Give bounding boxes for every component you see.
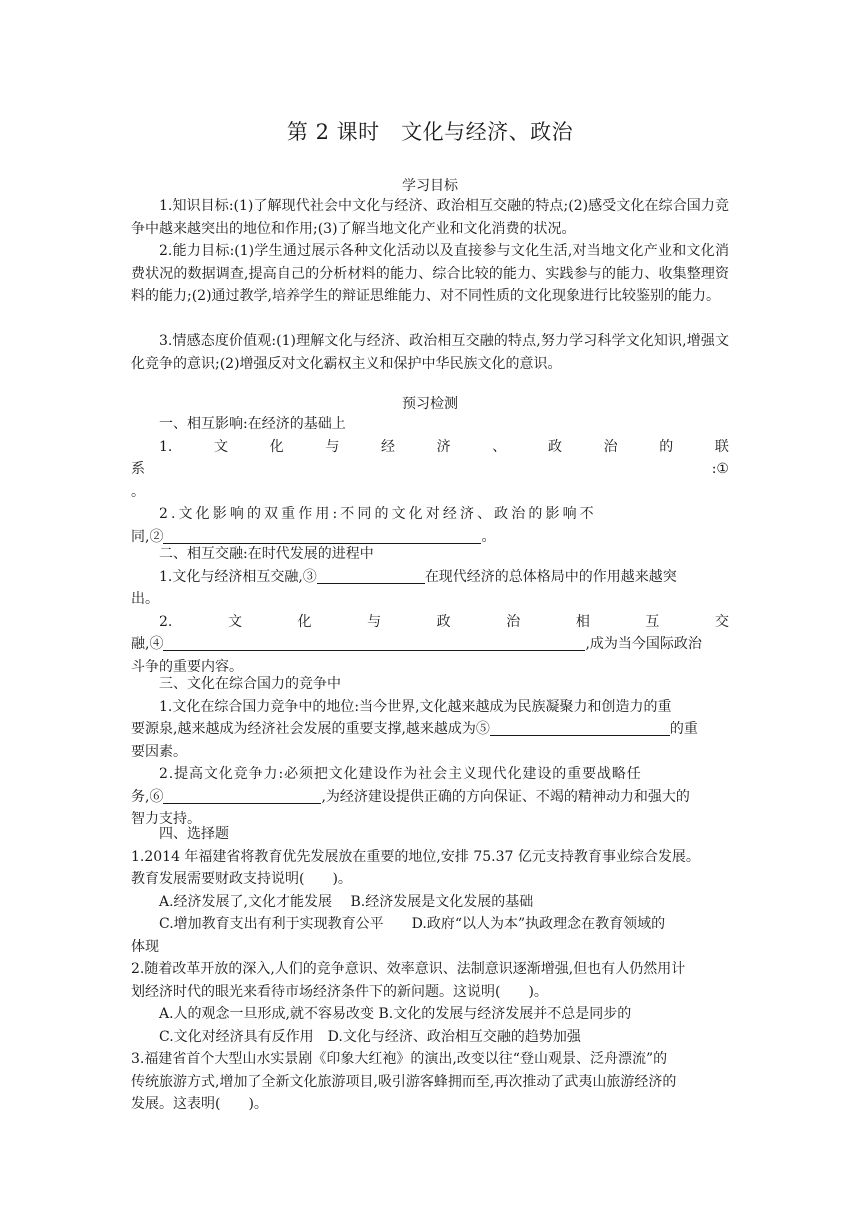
s2-q1-prefix: 1.文化与经济相互交融,③ <box>159 568 317 585</box>
q2-options-cd[interactable]: C.文化对经济具有反作用 D.文化与经济、政治相互交融的趋势加强 <box>159 1028 581 1045</box>
s3-q1-line3: 要因素。 <box>131 743 187 760</box>
s3-q2-line2 <box>131 786 729 809</box>
s3-q1-line1: 1.文化在综合国力竞争中的地位:当今世界,文化越来越成为民族凝聚力和创造力的重 <box>159 698 672 715</box>
s1-q1-word: 与 <box>325 438 340 455</box>
s3-q1-suffix: 的重 <box>669 721 698 737</box>
answer-blank-6[interactable] <box>163 788 321 804</box>
q2-options-ab[interactable]: A.人的观念一旦形成,就不容易改变 B.文化的发展与经济发展并不总是同步的 <box>159 1006 632 1022</box>
section-2 <box>131 543 729 678</box>
section-4 <box>131 823 729 1116</box>
s1-q2-prefix: 同,② <box>131 528 164 545</box>
s1-q1-word: 文 <box>214 438 229 455</box>
objective-knowledge: 1.知识目标:(1)了解现代社会中文化与经济、政治相互交融的特点;(2)感受文化在综合国力竞争中越来越突出的地位和作用;(3)了解当地文化产业和文化消费的状况。 <box>131 198 729 237</box>
s1-q1-word: 化 <box>269 438 284 455</box>
q1-options-ab[interactable]: A.经济发展了,文化才能发展 B.经济发展是文化发展的基础 <box>159 893 534 910</box>
s2-q2-word: 治 <box>506 613 521 630</box>
s2-q2-line1 <box>131 611 729 634</box>
q2-stem-line2: 划经济时代的眼光来看待市场经济条件下的新问题。这说明( )。 <box>131 983 548 1000</box>
section-4-heading: 四、选择题 <box>159 826 229 842</box>
section-1 <box>131 413 729 548</box>
q3-stem-line1: 3.福建省首个大型山水实景剧《印象大红袍》的演出,改变以往“登山观景、泛舟漂流”的 <box>131 1051 668 1067</box>
s2-q2-word: 与 <box>367 613 382 630</box>
s1-q1-word: 政 <box>547 438 562 455</box>
answer-blank-3[interactable] <box>317 568 425 584</box>
q3-stem-line2: 传统旅游方式,增加了全新文化旅游项目,吸引游客蜂拥而至,再次推动了武夷山旅游经济的 <box>131 1073 677 1090</box>
s2-q2-word: 化 <box>297 613 312 630</box>
q1-options-cd[interactable]: C.增加教育支出有利于实现教育公平 D.政府“以人为本”执政理念在教育领域的 <box>159 916 666 932</box>
s2-q1-suffix: 在现代经济的总体格局中的作用越来越突 <box>424 568 677 585</box>
section-3-heading: 三、文化在综合国力的竞争中 <box>159 676 341 692</box>
s2-q2-word: 2. <box>159 613 173 630</box>
s1-q1-word: 经 <box>380 438 395 455</box>
s1-q1-line1 <box>131 436 729 459</box>
preview-heading: 预习检测 <box>402 396 458 412</box>
s2-q2-word: 互 <box>645 613 660 630</box>
s2-q2-prefix: 融,④ <box>131 636 164 652</box>
s1-q1-line2-left: 系 <box>131 461 145 477</box>
s3-q2-line3: 智力支持。 <box>131 811 201 827</box>
s2-q2-word: 相 <box>575 613 590 630</box>
q1-stem-line2: 教育发展需要财政支持说明( )。 <box>131 871 352 887</box>
s3-q2-suffix: ,为经济建设提供正确的方向保证、不竭的精神动力和强大的 <box>321 788 690 805</box>
answer-blank-2[interactable] <box>163 528 481 544</box>
s1-q2-line1: 2.文化影响的双重作用:不同的文化对经济、政治的影响不 <box>159 506 597 522</box>
s2-q2-suffix: ,成为当今国际政治 <box>585 636 702 652</box>
section-2-heading: 二、相互交融:在时代发展的进程中 <box>159 546 374 562</box>
s3-q2-prefix: 务,⑥ <box>131 788 164 805</box>
s3-q1-line2 <box>131 718 729 741</box>
s1-q1-line3: 。 <box>131 483 145 500</box>
s1-q1-line2 <box>131 458 729 481</box>
s2-q2-word: 交 <box>714 613 729 630</box>
q3-stem-line3: 发展。这表明( )。 <box>131 1096 268 1112</box>
objectives-heading: 学习目标 <box>402 178 458 194</box>
s1-q1-word: 联 <box>714 438 729 455</box>
section-3 <box>131 673 729 831</box>
s1-q2-suffix: 。 <box>481 528 496 545</box>
s1-q1-word: 济 <box>436 438 451 455</box>
objective-ability: 2.能力目标:(1)学生通过展示各种文化活动以及直接参与文化生活,对当地文化产业和文化消费状况的数据调查,提高自己的分析材料的能力、综合比较的能力、实践参与的能力、收集整理资料的能力;(2)通过教学,培养学生的辩证思维能力、对不同性质的文化现象进行比较鉴别的能力。 <box>131 243 729 304</box>
s3-q1-prefix: 要源泉,越来越成为经济社会发展的重要支撑,越来越成为⑤ <box>131 721 490 737</box>
s1-q1-line2-right: :① <box>711 461 729 477</box>
q1-options-cd-wrap: 体现 <box>131 938 159 955</box>
s1-q1-word: 、 <box>492 438 507 455</box>
s1-q1-word: 的 <box>659 438 674 455</box>
s1-q1-word: 治 <box>603 438 618 455</box>
q2-stem-line1: 2.随着改革开放的深入,人们的竞争意识、效率意识、法制意识逐渐增强,但也有人仍然用计 <box>131 961 686 977</box>
s2-q1-line1 <box>131 566 729 589</box>
s3-q2-line1: 2.提高文化竞争力:必须把文化建设作为社会主义现代化建设的重要战略任 <box>159 766 642 782</box>
answer-blank-4[interactable] <box>163 635 585 651</box>
s2-q2-word: 政 <box>436 613 451 630</box>
s2-q2-line2 <box>131 633 729 656</box>
s2-q1-line2: 出。 <box>131 591 159 607</box>
s2-q2-line3: 斗争的重要内容。 <box>131 658 243 675</box>
q1-stem-line1: 1.2014 年福建省将教育优先发展放在重要的地位,安排 75.37 亿元支持教育事业综合发展。 <box>131 848 700 865</box>
section-1-heading: 一、相互影响:在经济的基础上 <box>159 416 346 432</box>
page-title: 第 2 课时 文化与经济、政治 <box>286 120 574 144</box>
s2-q2-word: 文 <box>227 613 242 630</box>
s1-q1-word: 1. <box>159 438 173 455</box>
answer-blank-5[interactable] <box>490 720 670 736</box>
objective-emotion: 3.情感态度价值观:(1)理解文化与经济、政治相互交融的特点,努力学习科学文化知识,增强文化竞争的意识;(2)增强反对文化霸权主义和保护中华民族文化的意识。 <box>131 333 729 372</box>
